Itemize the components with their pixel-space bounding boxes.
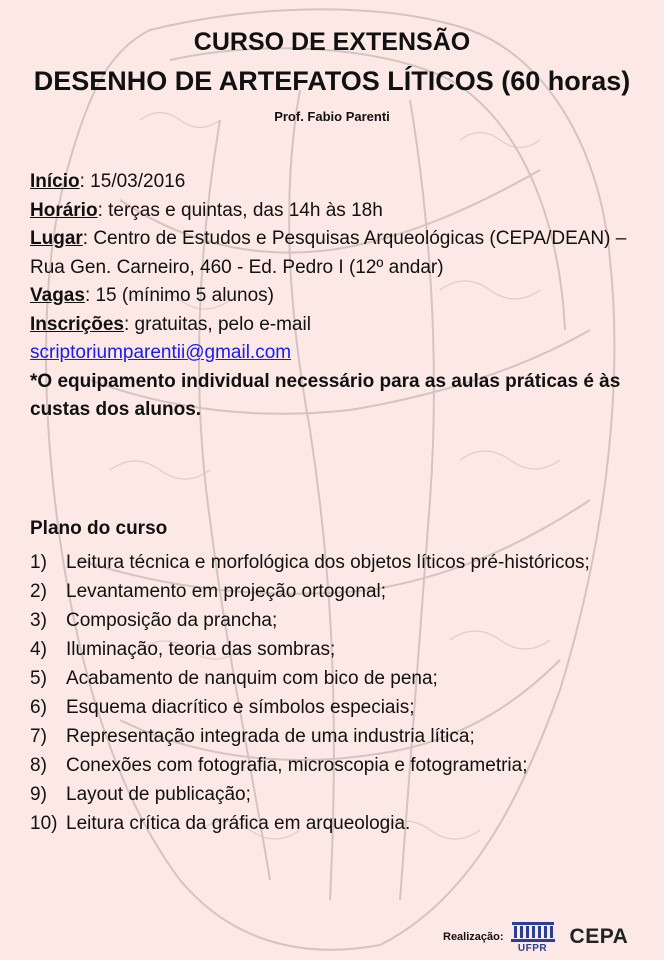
list-item	[30, 577, 640, 606]
location-line	[30, 225, 640, 282]
start-date-value: : 15/03/2016	[79, 171, 186, 192]
list-text: Representação integrada de uma industria lítica;	[66, 726, 475, 747]
schedule-line	[30, 197, 640, 226]
list-item	[30, 809, 640, 838]
equipment-note: *O equipamento individual necessário para as aulas práticas é às custas dos alunos.	[30, 370, 621, 420]
list-number: 3)	[30, 610, 47, 631]
list-number: 8)	[30, 755, 47, 776]
cepa-logo: CEPA	[569, 925, 629, 948]
list-item	[30, 693, 640, 722]
email-line	[30, 339, 640, 368]
list-item	[30, 722, 640, 751]
course-info	[30, 168, 640, 425]
plan-title: Plano do curso	[30, 518, 168, 539]
schedule-value: : terças e quintas, das 14h às 18h	[97, 199, 383, 221]
university-building-icon	[510, 920, 556, 942]
footer	[443, 918, 628, 956]
start-date-label: Início	[30, 171, 80, 192]
course-type-title: CURSO DE EXTENSÃO	[193, 28, 471, 56]
list-number: 7)	[30, 726, 47, 747]
ufpr-logo	[510, 920, 556, 954]
vacancies-value: : 15 (mínimo 5 alunos)	[84, 285, 274, 306]
start-date-line	[30, 168, 640, 197]
list-number: 5)	[30, 668, 47, 689]
professor-name: Prof. Fabio Parenti	[274, 109, 390, 124]
list-text: Leitura crítica da gráfica em arqueologia.	[66, 813, 411, 834]
schedule-label: Horário	[30, 199, 98, 221]
list-item	[30, 548, 640, 577]
list-text: Conexões com fotografia, microscopia e fotogrametria;	[66, 755, 528, 776]
list-number: 10)	[30, 813, 58, 834]
ufpr-logo-text: UFPR	[517, 943, 548, 954]
list-item	[30, 751, 640, 780]
vacancies-line	[30, 282, 640, 311]
registration-value: : gratuitas, pelo e-mail	[124, 313, 311, 335]
registration-label: Inscrições	[30, 313, 124, 335]
email-link[interactable]: scriptoriumparentii@gmail.com	[30, 342, 292, 363]
list-text: Iluminação, teoria das sombras;	[66, 639, 336, 660]
list-number: 6)	[30, 697, 47, 718]
list-item	[30, 606, 640, 635]
list-number: 1)	[30, 552, 47, 573]
list-text: Composição da prancha;	[66, 610, 278, 631]
list-text: Esquema diacrítico e símbolos especiais;	[66, 697, 415, 718]
list-number: 2)	[30, 581, 47, 602]
list-text: Layout de publicação;	[66, 784, 251, 805]
vacancies-label: Vagas	[30, 285, 85, 306]
list-text: Acabamento de nanquim com bico de pena;	[66, 668, 438, 689]
location-label: Lugar	[30, 228, 83, 249]
list-number: 9)	[30, 784, 47, 805]
list-number: 4)	[30, 639, 47, 660]
registration-line	[30, 311, 640, 340]
list-item	[30, 664, 640, 693]
list-item	[30, 780, 640, 809]
location-value: : Centro de Estudos e Pesquisas Arqueológicas (CEPA/DEAN) – Rua Gen. Carneiro, 460 - Ed. Pedro I (12º andar)	[30, 228, 627, 278]
list-text: Leitura técnica e morfológica dos objetos líticos pré-históricos;	[66, 552, 590, 573]
list-text: Levantamento em projeção ortogonal;	[66, 581, 387, 602]
course-name-title: DESENHO DE ARTEFATOS LÍTICOS (60 horas)	[33, 66, 631, 96]
realization-label: Realização:	[443, 931, 504, 943]
plan-list	[30, 548, 640, 838]
list-item	[30, 635, 640, 664]
